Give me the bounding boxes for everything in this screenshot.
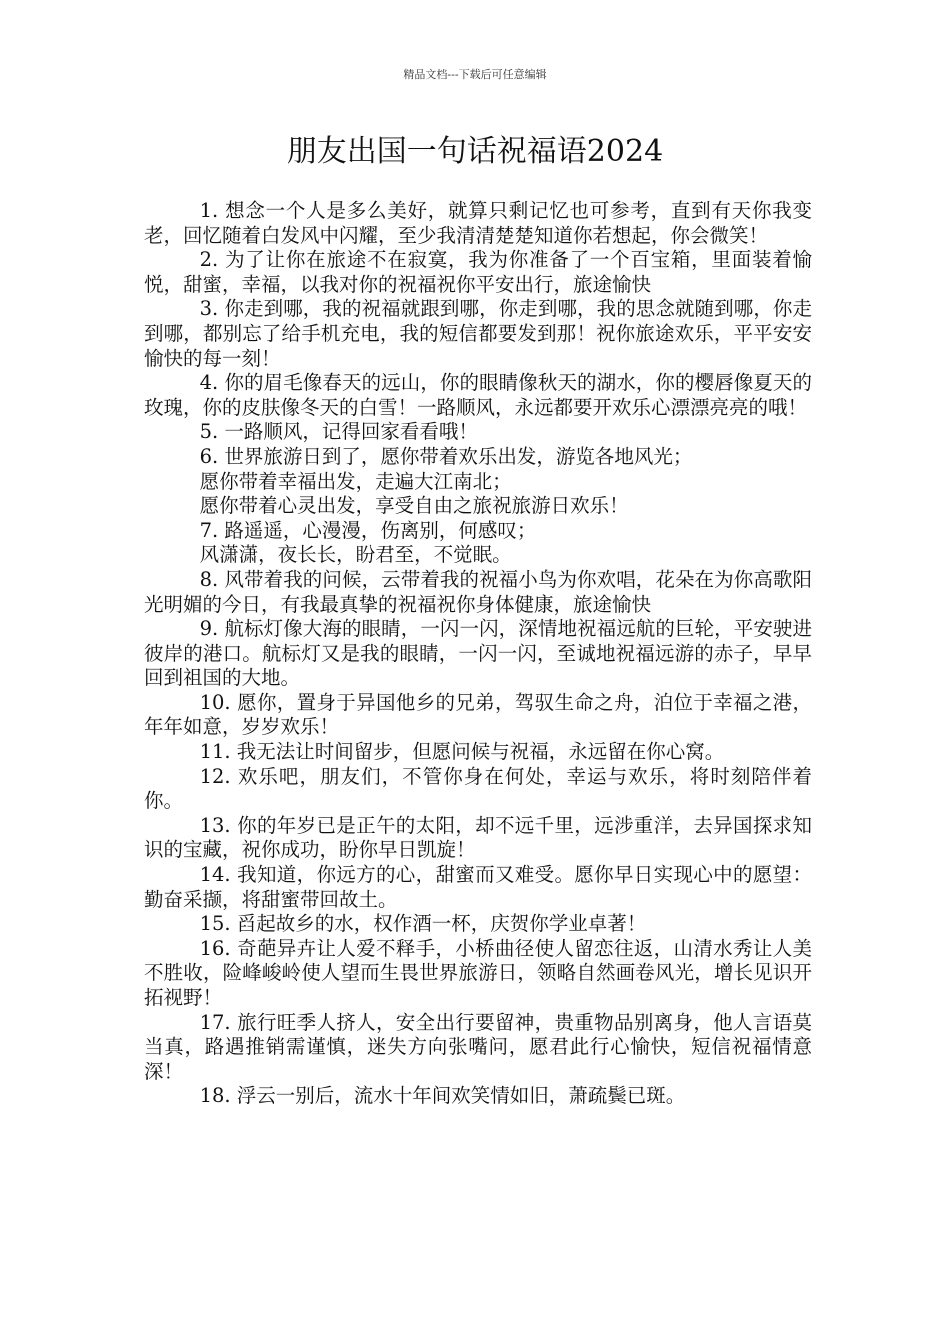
blessing-item-continuation: 愿你带着心灵出发，享受自由之旅祝旅游日欢乐！ (199, 494, 629, 518)
blessing-item: 8. 风带着我的问候，云带着我的祝福小鸟为你欢唱，花朵在为你高歌阳光明媚的今日，有我最真挚的祝福祝你身体健康，旅途愉快 (144, 567, 812, 616)
blessing-item: 13. 你的年岁已是正午的太阳，却不远千里，远涉重洋，去异国探求知识的宝藏，祝你成功，盼你早日凯旋！ (144, 813, 812, 862)
blessing-item: 10. 愿你，置身于异国他乡的兄弟，驾驭生命之舟，泊位于幸福之港，年年如意，岁岁欢乐！ (144, 690, 812, 739)
blessing-item-continuation: 风潇潇，夜长长，盼君至，不觉眠。 (199, 543, 512, 567)
blessing-item: 9. 航标灯像大海的眼睛，一闪一闪，深情地祝福远航的巨轮，平安驶进彼岸的港口。航标灯又是我的眼睛，一闪一闪，至诚地祝福远游的赤子，早早回到祖国的大地。 (144, 617, 812, 690)
blessing-item: 2. 为了让你在旅途不在寂寞，我为你准备了一个百宝箱，里面装着愉悦，甜蜜，幸福，以我对你的祝福祝你平安出行，旅途愉快 (144, 248, 812, 296)
document-body (144, 199, 812, 1109)
blessing-item: 6. 世界旅游日到了，愿你带着欢乐出发，游览各地风光； (199, 444, 693, 468)
blessing-item-continuation: 愿你带着幸福出发，走遍大江南北； (199, 469, 512, 493)
blessing-item: 17. 旅行旺季人挤人，安全出行要留神，贵重物品别离身，他人言语莫当真，路遇推销需谨慎，迷失方向张嘴问，愿君此行心愉快，短信祝福情意深！ (144, 1010, 812, 1083)
blessing-item: 11. 我无法让时间留步，但愿问候与祝福，永远留在你心窝。 (199, 740, 725, 764)
blessing-item: 4. 你的眉毛像春天的远山，你的眼睛像秋天的湖水，你的樱唇像夏天的玫瑰，你的皮肤像冬天的白雪！一路顺风，永远都要开欢乐心漂漂亮亮的哦！ (144, 371, 812, 419)
blessing-item: 14. 我知道，你远方的心，甜蜜而又难受。愿你早日实现心中的愿望：勤奋采撷，将甜蜜带回故土。 (144, 863, 812, 911)
blessing-item: 3. 你走到哪，我的祝福就跟到哪，你走到哪，我的思念就随到哪，你走到哪，都别忘了给手机充电，我的短信都要发到那！祝你旅途欢乐，平平安安愉快的每一刻！ (144, 297, 812, 370)
page-header: 精品文档---下载后可任意编辑 (403, 68, 547, 81)
blessing-item: 1. 想念一个人是多么美好，就算只剩记忆也可参考，直到有天你我变老，回忆随着白发风中闪耀，至少我清清楚楚知道你若想起，你会微笑！ (144, 199, 812, 247)
blessing-item: 18. 浮云一别后，流水十年间欢笑情如旧，萧疏鬓已斑。 (199, 1084, 686, 1108)
blessing-item: 16. 奇葩异卉让人爱不释手，小桥曲径使人留恋往返，山清水秀让人美不胜收，险峰峻岭使人望而生畏世界旅游日，领略自然画卷风光，增长见识开拓视野！ (144, 936, 812, 1009)
blessing-item: 12. 欢乐吧，朋友们，不管你身在何处，幸运与欢乐，将时刻陪伴着你。 (144, 764, 812, 813)
blessing-item: 5. 一路顺风，记得回家看看哦！ (199, 420, 478, 444)
document-title: 朋友出国一句话祝福语2024 (286, 134, 664, 169)
blessing-item: 7. 路遥遥，心漫漫，伤离别，何感叹； (199, 518, 537, 542)
blessing-item: 15. 舀起故乡的水，权作酒一杯，庆贺你学业卓著！ (199, 912, 647, 936)
